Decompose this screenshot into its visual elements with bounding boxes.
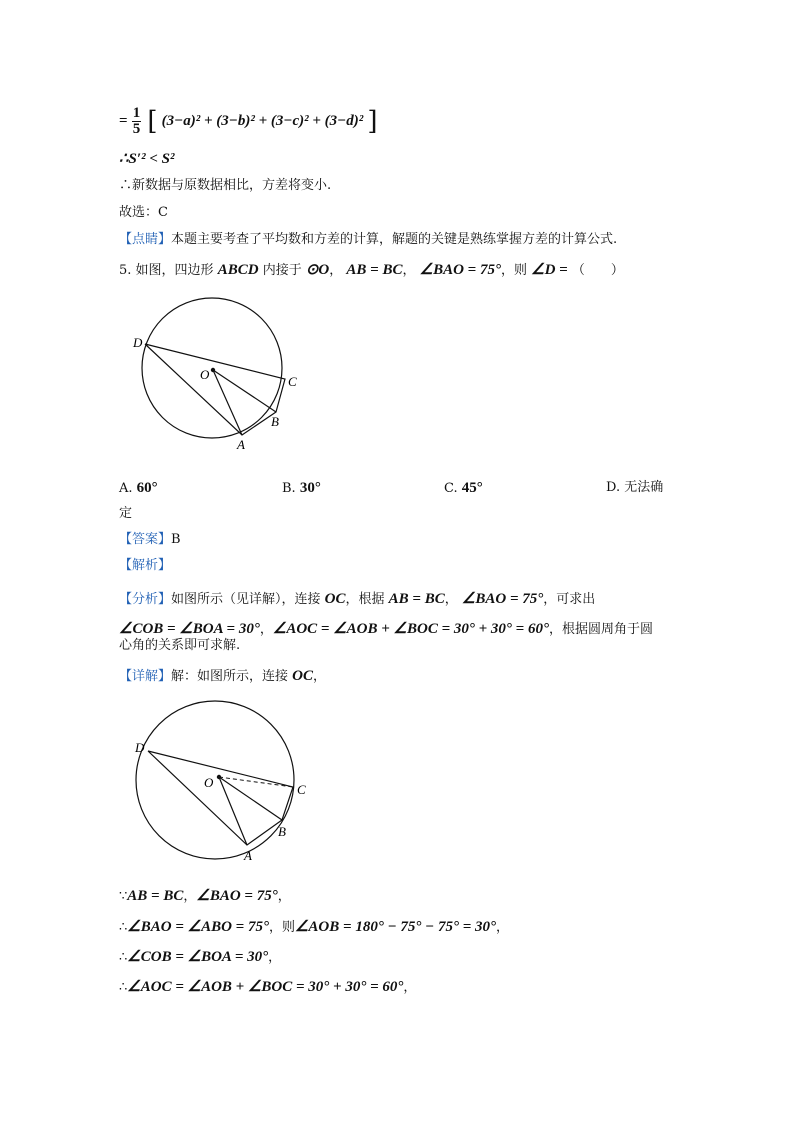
fraction-one-fifth xyxy=(132,106,142,137)
analysis-heading: 【解析】 xyxy=(119,558,172,573)
right-bracket: ] xyxy=(367,106,378,137)
therefore-symbol: ∴ xyxy=(119,920,128,935)
option-d xyxy=(606,479,663,497)
circle-name: ⊙O xyxy=(305,262,330,278)
option-a xyxy=(119,479,158,498)
because-symbol: ∵ xyxy=(119,889,128,904)
option-value: 60° xyxy=(136,480,158,496)
target-angle: ∠D = xyxy=(531,262,568,278)
option-letter: B. xyxy=(282,481,296,496)
label-c: C xyxy=(297,782,306,797)
previous-choice: 故选：C xyxy=(119,205,168,220)
fraction-numerator: 1 xyxy=(132,105,141,121)
analysis-text: ，根据 xyxy=(345,592,385,607)
analysis-line-1 xyxy=(119,590,595,609)
condition-angle: ∠BAO = 75° xyxy=(419,262,501,278)
step-math: ∠COB = ∠BOA = 30° xyxy=(127,949,269,965)
analysis-text: ， xyxy=(259,622,273,637)
label-a: A xyxy=(244,848,252,863)
option-b xyxy=(282,479,321,498)
angle-equation-2: ∠AOC = ∠AOB + ∠BOC = 30° + 30° = 60° xyxy=(272,621,549,637)
segment-oc: OC xyxy=(324,591,346,607)
analysis-text: ， xyxy=(444,592,458,607)
answer-tag: 【答案】 xyxy=(119,532,172,547)
question-inscribed-text: 内接于 xyxy=(262,263,302,278)
answer-line xyxy=(119,531,181,549)
comment-text: 本题主要考查了平均数和方差的计算，解题的关键是熟练掌握方差的计算公式. xyxy=(171,232,618,247)
fraction-denominator: 5 xyxy=(132,121,141,137)
condition-equal-sides: AB = BC xyxy=(388,591,445,607)
circle-figure-1 xyxy=(130,295,310,460)
analysis-text: 如图所示（见详解），连接 xyxy=(171,592,321,607)
step-4 xyxy=(119,978,416,997)
option-letter: D. xyxy=(606,480,621,495)
step-text: ， xyxy=(277,889,291,904)
step-text: ， xyxy=(268,950,282,965)
step-3 xyxy=(119,948,281,967)
answer-value: B xyxy=(171,532,181,547)
comment-tag: 【点睛】 xyxy=(119,232,172,247)
analysis-tag: 【分析】 xyxy=(119,592,172,607)
option-letter: C. xyxy=(444,481,458,496)
step-math: ∠AOC = ∠AOB + ∠BOC = 30° + 30° = 60° xyxy=(127,979,404,995)
therefore-symbol: ∴ xyxy=(119,980,128,995)
option-value: 30° xyxy=(299,480,321,496)
condition-equal-sides: AB = BC xyxy=(346,262,403,278)
option-value: 45° xyxy=(461,480,483,496)
label-b: B xyxy=(278,824,286,839)
analysis-text: ，根据圆周角于圆 xyxy=(548,622,653,637)
label-b: B xyxy=(271,414,279,429)
step-math: ∠BAO = ∠ABO = 75° xyxy=(127,919,269,935)
step-math: AB = BC xyxy=(127,888,184,904)
conclusion-text: ∴新数据与原数据相比，方差将变小. xyxy=(119,178,332,193)
label-o: O xyxy=(200,367,210,382)
therefore-symbol: ∴ xyxy=(119,950,128,965)
analysis-text: ，可求出 xyxy=(543,592,596,607)
squared-deviation-sum: (3−a)² + (3−b)² + (3−c)² + (3−d)² xyxy=(161,113,364,129)
analysis-line-3: 心角的关系即可求解. xyxy=(119,638,241,653)
variance-formula xyxy=(119,104,378,138)
angle-equation-1: ∠COB = ∠BOA = 30° xyxy=(119,621,260,637)
option-value: 无法确 xyxy=(624,480,664,495)
condition-angle: ∠BAO = 75° xyxy=(461,591,544,607)
label-c: C xyxy=(288,374,297,389)
detail-line xyxy=(119,667,326,686)
left-bracket: [ xyxy=(147,106,158,137)
segment-oc: OC xyxy=(292,668,314,684)
question-sep: ， xyxy=(329,263,343,278)
question-ask: ，则 xyxy=(500,263,527,278)
question-sep: ， xyxy=(402,263,416,278)
option-letter: A. xyxy=(119,481,133,496)
circle-figure-2 xyxy=(132,698,312,868)
step-text: ，则 xyxy=(268,920,295,935)
step-2 xyxy=(119,918,509,937)
detail-text: ， xyxy=(313,669,327,684)
label-o: O xyxy=(204,775,214,790)
question-5 xyxy=(119,261,624,280)
label-d: D xyxy=(133,335,143,350)
comment-line xyxy=(119,231,617,249)
step-math: ∠BAO = 75° xyxy=(196,888,278,904)
detail-tag: 【详解】 xyxy=(119,669,172,684)
quadrilateral-name: ABCD xyxy=(217,262,259,278)
step-text: ， xyxy=(403,980,417,995)
step-text: ， xyxy=(183,889,197,904)
label-d: D xyxy=(135,740,145,755)
option-d-wrap: 定 xyxy=(119,506,133,521)
step-1 xyxy=(119,887,291,906)
answer-blank: （ ） xyxy=(571,263,624,278)
step-math: ∠AOB = 180° − 75° − 75° = 30° xyxy=(294,919,497,935)
label-a: A xyxy=(237,437,245,452)
option-c xyxy=(444,479,483,498)
variance-comparison: ∴S′² < S² xyxy=(119,151,175,167)
equals-sign: = xyxy=(119,113,128,129)
step-text: ， xyxy=(496,920,510,935)
detail-text: 解：如图所示，连接 xyxy=(171,669,289,684)
question-prefix: 5. 如图，四边形 xyxy=(119,263,214,278)
